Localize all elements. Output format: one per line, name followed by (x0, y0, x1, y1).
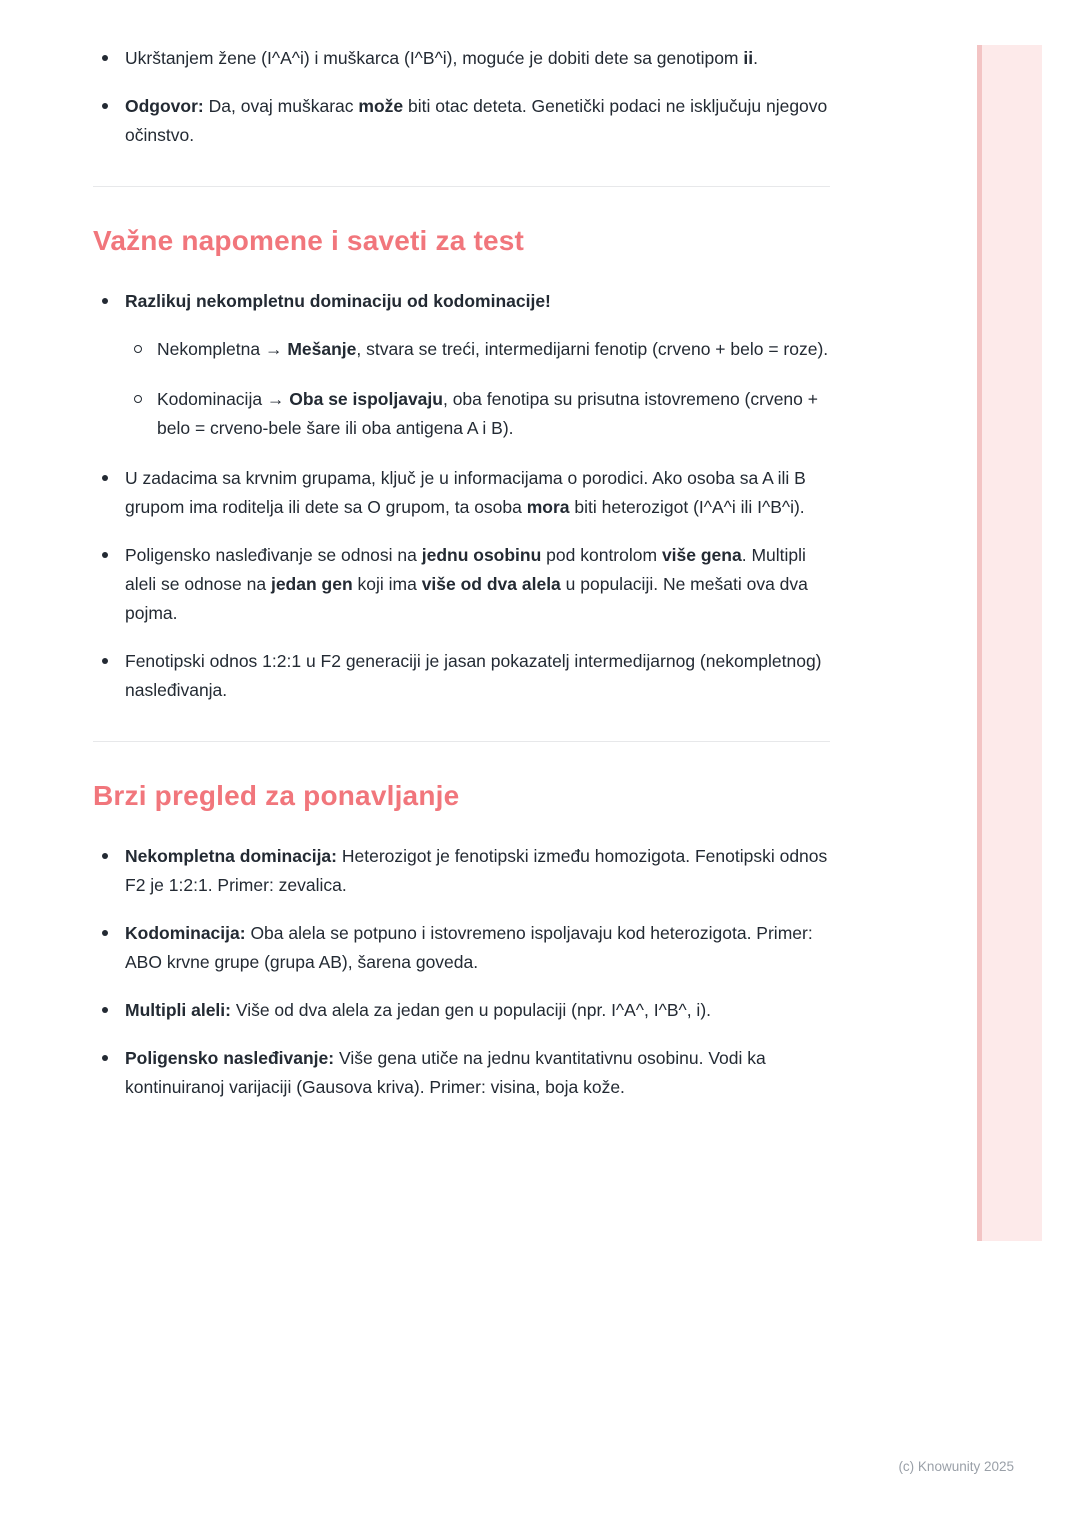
bullet-text: U zadacima sa krvnim grupama, ključ je u informacijama o porodici. Ako osoba sa A ili B grupom ima roditelja ili dete sa O grupom, ta osoba mora biti heterozigot (I^A^i ili I^B^i). (125, 468, 806, 517)
bullet-item (102, 842, 833, 900)
bullet-text: Odgovor: Da, ovaj muškarac može biti otac deteta. Genetički podaci ne isključuju njegovo očinstvo. (125, 96, 828, 145)
bullet-item (102, 647, 833, 705)
disc-bullet-marker (102, 1044, 125, 1102)
bullet-text: Multipli aleli: Više od dva alela za jedan gen u populaciji (npr. I^A^, I^B^, i). (125, 1000, 712, 1020)
bullet-text: Razlikuj nekompletnu dominaciju od kodominacije! (125, 291, 551, 311)
bullet-item (102, 541, 833, 628)
bullet-text: Nekompletna dominacija: Heterozigot je fenotipski između homozigota. Fenotipski odnos F2 je 1:2:1. Primer: zevalica. (125, 846, 828, 895)
section-brzi-pregled (93, 780, 833, 1102)
disc-bullet-marker (102, 647, 125, 705)
bullet-text: Kodominacija → Oba se ispoljavaju, oba fenotipa su prisutna istovremeno (crveno + belo = crveno-bele šare ili oba antigena A i B). (157, 389, 818, 438)
bullet-item (102, 919, 833, 977)
bullet-text: Nekompletna → Mešanje, stvara se treći, intermedijarni fenotip (crveno + belo = roze). (157, 339, 829, 359)
section-divider (93, 186, 830, 187)
section-divider (93, 741, 830, 742)
bullet-item (102, 92, 833, 150)
bullet-item (102, 1044, 833, 1102)
disc-bullet-marker (102, 44, 125, 73)
notes-content (93, 44, 833, 1121)
bullet-item (134, 385, 833, 443)
bullet-item (102, 287, 833, 316)
section-vazne-napomene (93, 225, 833, 705)
bullet-item (102, 44, 833, 73)
disc-bullet-marker (102, 842, 125, 900)
side-accent-bar (977, 45, 1042, 1241)
disc-bullet-marker (102, 464, 125, 522)
bullet-item (102, 464, 833, 522)
bullet-text: Poligensko nasleđivanje: Više gena utiče na jednu kvantitativnu osobinu. Vodi ka kontinuiranoj varijaciji (Gausova kriva). Primer: visina, boja kože. (125, 1048, 766, 1097)
disc-bullet-marker (102, 541, 125, 628)
section-bullet-list (93, 842, 833, 1102)
bullet-item (134, 335, 833, 364)
circle-bullet-marker (134, 385, 157, 443)
bullet-text: Ukrštanjem žene (I^A^i) i muškarca (I^B^i), moguće je dobiti dete sa genotipom ii. (125, 48, 758, 68)
circle-bullet-marker (134, 335, 157, 364)
bullet-text: Fenotipski odnos 1:2:1 u F2 generaciji je jasan pokazatelj intermedijarnog (nekompletnog) nasleđivanja. (125, 651, 822, 700)
footer-credit: (c) Knowunity 2025 (898, 1459, 1014, 1474)
disc-bullet-marker (102, 92, 125, 150)
intro-bullet-list (93, 44, 833, 150)
disc-bullet-marker (102, 919, 125, 977)
bullet-text: Kodominacija: Oba alela se potpuno i istovremeno ispoljavaju kod heterozigota. Primer: ABO krvne grupe (grupa AB), šarena goveda. (125, 923, 813, 972)
bullet-item (102, 996, 833, 1025)
section-heading-vazne-napomene: Važne napomene i saveti za test (93, 225, 525, 256)
section-heading-brzi-pregled: Brzi pregled za ponavljanje (93, 780, 460, 811)
disc-bullet-marker (102, 996, 125, 1025)
disc-bullet-marker (102, 287, 125, 316)
section-bullet-list (93, 287, 833, 705)
bullet-text: Poligensko nasleđivanje se odnosi na jednu osobinu pod kontrolom više gena. Multipli aleli se odnose na jedan gen koji ima više od dva alela u populaciji. Ne mešati ova dva pojma. (125, 545, 808, 623)
